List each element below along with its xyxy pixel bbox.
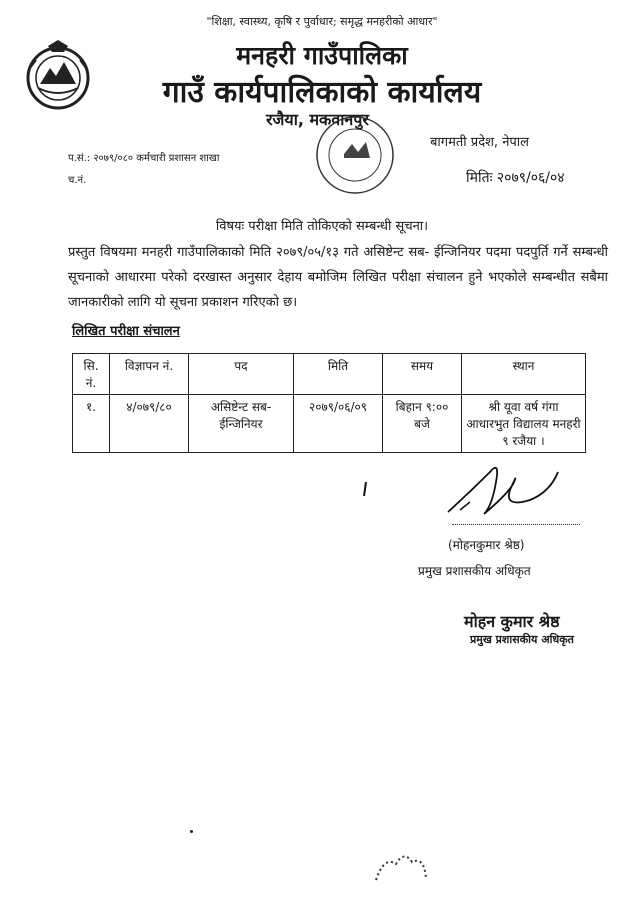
col-header-venue: स्थान: [462, 354, 586, 395]
exam-schedule-table: [72, 353, 586, 453]
motto: "शिक्षा, स्वास्थ्य, कृषि र पुर्वाधार; समृद्ध मनहरीको आधार": [206, 15, 438, 28]
pen-mark: [363, 482, 367, 496]
cell-time: बिहान ९:०० बजे: [383, 395, 462, 453]
subject-line: विषयः परीक्षा मिति तोकिएको सम्बन्धी सूचना।: [215, 219, 429, 234]
dispatch-number: च.नं.: [68, 175, 87, 186]
reference-number: प.सं.: २०७९/०८० कर्मचारी प्रशासन शाखा: [68, 153, 220, 164]
document-date: मितिः २०७९/०६/०४: [466, 170, 565, 186]
col-header-position: पद: [189, 354, 294, 395]
signatory-name: (मोहनकुमार श्रेष्ठ): [448, 538, 525, 552]
signature-line: [452, 524, 580, 525]
office-address: रजैया, मकवानपुर: [266, 110, 369, 129]
cell-position: असिष्टेन्ट सब- ईन्जिनियर: [189, 395, 294, 453]
ink-smudge: [370, 846, 432, 886]
handwritten-signature: [440, 452, 590, 532]
signatory-title: प्रमुख प्रशासकीय अधिकृत: [418, 564, 531, 578]
office-name-line2: गाउँ कार्यपालिकाको कार्यालय: [162, 75, 482, 110]
cell-date: २०७९/०६/०९: [294, 395, 383, 453]
office-stamp: [314, 114, 396, 196]
section-heading: लिखित परीक्षा संचालन: [72, 324, 180, 339]
cell-venue: श्री यूवा वर्ष गंगा आधारभुत विद्यालय मनहरी ९ रजैया ।: [462, 395, 586, 453]
table-row: [73, 395, 586, 453]
cell-serial: १.: [73, 395, 110, 453]
col-header-ad-number: विज्ञापन नं.: [110, 354, 189, 395]
table-header-row: [73, 354, 586, 395]
province-label: बागमती प्रदेश, नेपाल: [430, 135, 529, 150]
col-header-time: समय: [383, 354, 462, 395]
notice-body: प्रस्तुत विषयमा मनहरी गाउँपालिकाको मिति २०७९/०५/१३ गते असिष्टेन्ट सब- ईन्जिनियर पदमा पदपुर्ति गर्ने सम्बन्धी सूचनाको आधारमा परेको दरखास्त अनुसार देहाय बमोजिम लिखित परीक्षा संचालन हुने भएकोले सम्बन्धीत सबैमा जानकारीको लागि यो सूचना प्रकाशन गरिएको छ।: [68, 245, 608, 310]
cell-ad-number: ४/०७९/८०: [110, 395, 189, 453]
office-name-line1: मनहरी गाउँपालिका: [236, 41, 408, 70]
title-stamp: प्रमुख प्रशासकीय अधिकृत: [470, 633, 574, 646]
name-stamp: मोहन कुमार श्रेष्ठ: [464, 612, 560, 631]
col-header-serial: सि. नं.: [73, 354, 110, 395]
ink-speck: [190, 830, 193, 833]
col-header-date: मिति: [294, 354, 383, 395]
